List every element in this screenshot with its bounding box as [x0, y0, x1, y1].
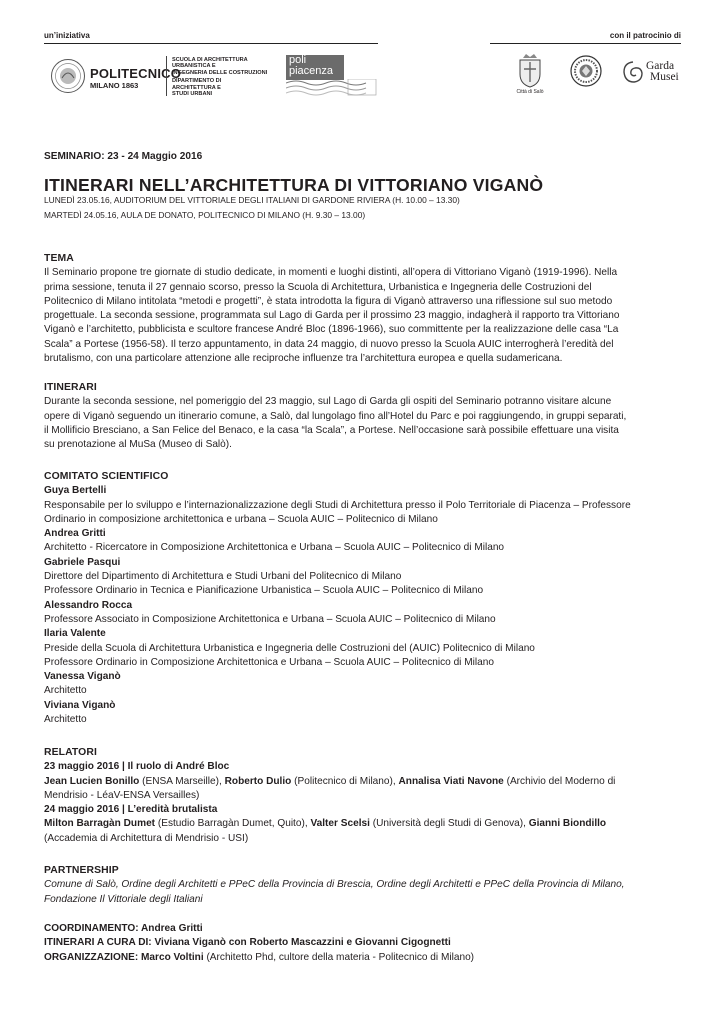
member-role: Ordinario in composizione architettonica e urbana – Scuola AUIC – Politecnico di Milano — [44, 513, 438, 525]
round-seal-icon — [570, 55, 602, 87]
member-role: Architetto — [44, 685, 87, 697]
header-rule-left — [44, 43, 378, 44]
polipiacenza-waves-icon — [286, 79, 378, 97]
itinerari-section — [44, 381, 684, 452]
member-role: Professore Associato in Composizione Architettonica e Urbana – Scuola AUIC – Politecnico di Milano — [44, 613, 496, 625]
relatori-day1-line2: Mendrisio - LéaV-ENSA Versailles) — [44, 789, 200, 801]
organizzazione-line: ORGANIZZAZIONE: Marco Voltini (Architetto Phd, cultore della materia - Politecnico di Milano) — [44, 951, 475, 963]
member-role: Responsabile per lo sviluppo e l’internazionalizzazione degli Studi di Architettura presso il Polo Territoriale di Piacenza – Professore — [44, 499, 631, 511]
member-name: Andrea Gritti — [44, 528, 106, 540]
itinerari-cura-line: ITINERARI A CURA DI: Viviana Viganò con Roberto Mascazzini e Giovanni Cigognetti — [44, 937, 451, 949]
member-name: Gabriele Pasqui — [44, 556, 121, 568]
itinerari-line: il Mollificio Bresciano, a San Felice del Benaco, e la casa “la Scala”, a Portese. Nell’occasione sarà possibile effettuare una visita — [44, 424, 619, 436]
tema-line: Scala” a Portese (1956-58). Il terzo appuntamento, in data 24 maggio, di nuovo presso la Scuola AUIC interrogherà l’eredità del — [44, 338, 614, 350]
comitato-section — [44, 470, 684, 727]
member-role: Architetto — [44, 714, 87, 726]
header-left-label: un’iniziativa — [44, 31, 90, 40]
itinerari-heading: ITINERARI — [44, 382, 97, 393]
member-name: Vanessa Viganò — [44, 671, 121, 683]
tema-line: Viganò e l’architetto, pubblicista e scultore francese André Bloc (1896-1966), suo committente per la realizzazione delle casa “La — [44, 324, 619, 336]
department-logo-text: SCUOLA DI ARCHITETTURA URBANISTICA E INGEGNERIA DELLE COSTRUZIONI DIPARTIMENTO DI ARCHITETTURA E STUDI URBANI — [172, 57, 268, 98]
relatori-day2-line2: (Accademia di Architettura di Mendrisio - USI) — [44, 832, 249, 844]
page-title: ITINERARI NELL’ARCHITETTURA DI VITTORIANO VIGANÒ — [44, 175, 544, 195]
relatori-day1-title: 23 maggio 2016 | Il ruolo di André Bloc — [44, 761, 230, 773]
comitato-heading: COMITATO SCIENTIFICO — [44, 471, 169, 482]
itinerari-line: opere di Viganò seguendo un itinerario comune, a Salò, dal lungolago fino all’Hotel du Parc e poi raggiungendo, in gruppi separati, — [44, 410, 627, 422]
member-role: Professore Ordinario in Composizione Architettonica e Urbana – Scuola AUIC – Politecnico di Milano — [44, 656, 494, 668]
seminar-label: SEMINARIO: 23 - 24 Maggio 2016 — [44, 151, 203, 162]
header-rule-right — [490, 43, 681, 44]
member-role: Architetto - Ricercatore in Composizione Architettonica e Urbana – Scuola AUIC – Politecnico di Milano — [44, 542, 505, 554]
coordinamento-line: COORDINAMENTO: Andrea Gritti — [44, 923, 203, 934]
partnership-line: Comune di Salò, Ordine degli Architetti e PPeC della Provincia di Brescia, Ordine degli Architetti e PPeC della Provincia di Milano, — [44, 879, 625, 891]
salo-logo — [512, 54, 548, 98]
tema-line: Il Seminario propone tre giornate di studio dedicate, in momenti e luoghi distinti, all’opera di Vittoriano Viganò (1919-1996). Nella — [44, 267, 618, 279]
credits-section — [44, 922, 684, 965]
polipiacenza-logo: poli piacenza — [286, 55, 378, 97]
tema-line: brutalismo, con una particolare attenzione alle reciproche influenze tra l’architettura europea e quella sudamericana. — [44, 353, 563, 365]
member-name: Alessandro Rocca — [44, 599, 133, 611]
salo-crest-icon — [515, 54, 545, 88]
politecnico-sub: MILANO 1863 — [90, 81, 139, 90]
itinerari-line: su prenotazione al MuSa (Museo di Salò). — [44, 439, 232, 451]
member-name: Viviana Viganò — [44, 699, 116, 711]
salo-caption: Città di Salò — [516, 89, 544, 95]
itinerari-line: Durante la seconda sessione, nel pomeriggio del 23 maggio, sul Lago di Garda gli ospiti del Seminario potranno visitare alcune — [44, 396, 612, 408]
tema-section — [44, 252, 684, 366]
logo-divider — [166, 56, 171, 96]
header-right-label: con il patrocinio di — [609, 31, 681, 40]
garda-musei-logo: Garda Musei — [622, 58, 684, 88]
tema-line: progettuale. La seconda sessione, programmata sul Lago di Garda per il prossimo 23 maggio, indagherà il rapporto tra Vittoriano — [44, 310, 620, 322]
relatori-day2-line: Milton Barragàn Dumet (Estudio Barragàn Dumet, Quito), Valter Scelsi (Università degli Studi di Genova), Gianni Biondillo — [44, 818, 607, 830]
date-line-1: LUNEDÌ 23.05.16, AUDITORIUM DEL VITTORIALE DEGLI ITALIANI DI GARDONE RIVIERA (H. 10.00 – 13.30) — [44, 195, 460, 205]
partnership-section — [44, 864, 684, 907]
relatori-heading: RELATORI — [44, 747, 97, 758]
date-line-2: MARTEDÌ 24.05.16, AULA DE DONATO, POLITECNICO DI MILANO (H. 9.30 – 13.00) — [44, 210, 366, 220]
partnership-heading: PARTNERSHIP — [44, 865, 119, 876]
garda-swirl-icon — [622, 59, 644, 85]
relatori-day1-line: Jean Lucien Bonillo (ENSA Marseille), Roberto Dulio (Politecnico di Milano), Annalisa Viati Navone (Archivio del Moderno di — [44, 775, 616, 787]
partnership-line: Fondazione Il Vittoriale degli Italiani — [44, 893, 203, 905]
member-role: Preside della Scuola di Architettura Urbanistica e Ingegneria delle Costruzioni del (AUIC) Politecnico di Milano — [44, 642, 535, 654]
member-name: Guya Bertelli — [44, 485, 107, 497]
member-name: Ilaria Valente — [44, 628, 106, 640]
vittoriale-seal-logo — [570, 55, 602, 87]
tema-heading: TEMA — [44, 253, 74, 264]
tema-line: Politecnico di Milano intitolata “metodi e progetti”, è stata introdotta la figura di Viganò attraverso una riflessione sul suo metodo — [44, 295, 613, 307]
tema-line: prima sessione, tenuta il 27 gennaio scorso, presso la Scuola di Architettura, Urbanistica e Ingegneria delle Costruzioni del — [44, 281, 592, 293]
politecnico-name: POLITECNICO — [90, 66, 182, 81]
member-role: Professore Ordinario in Tecnica e Pianificazione Urbanistica – Scuola AUIC – Politecnico di Milano — [44, 585, 484, 597]
politecnico-seal-icon — [50, 58, 86, 94]
member-role: Direttore del Dipartimento di Architettura e Studi Urbani del Politecnico di Milano — [44, 571, 402, 583]
relatori-section — [44, 746, 684, 846]
politecnico-logo — [50, 58, 182, 96]
relatori-day2-title: 24 maggio 2016 | L’eredità brutalista — [44, 804, 218, 816]
